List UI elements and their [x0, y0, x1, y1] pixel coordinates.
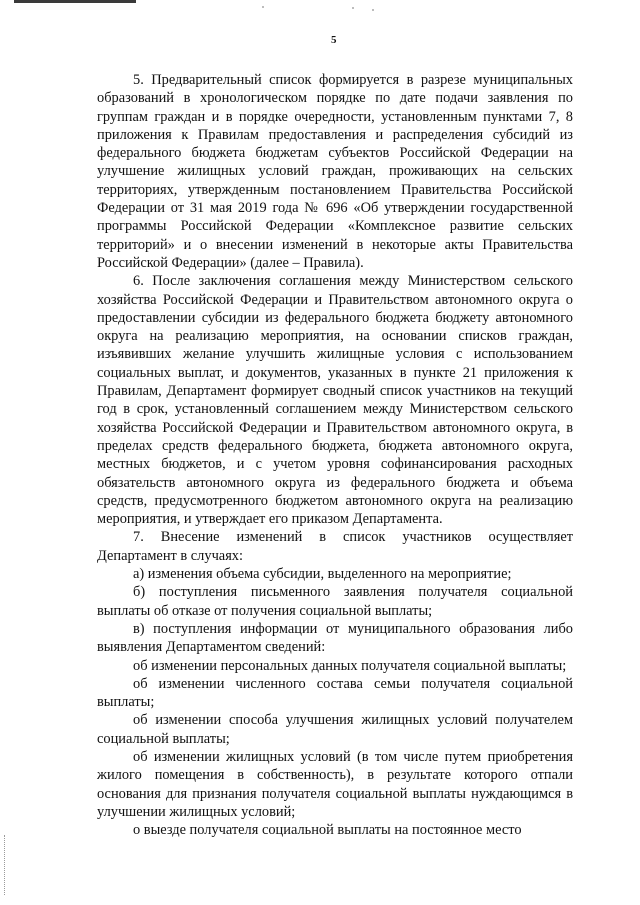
sub-item-family-size: об изменении численного состава семьи получателя социальной выплаты; [97, 675, 573, 711]
paragraph-5: 5. Предварительный список формируется в разрезе муниципальных образований в хронологическом порядке по дате подачи заявления по группам граждан и в порядке очередности, установленным пунктами 7, 8 приложения к Правилам предоставления и распределения субсидий из федерального бюджета бюджетам субъектов Российской Федерации на улучшение жилищных условий граждан, проживающих на сельских территориях, утвержденным постановлением Правительства Российской Федерации от 31 мая 2019 года № 696 «Об утверждении государственной программы Российской Федерации «Комплексное развитие сельских территорий» и о внесении изменений в некоторые акты Правительства Российской Федерации» (далее – Правила). [97, 72, 573, 271]
sub-item-personal-data: об изменении персональных данных получателя социальной выплаты; [133, 657, 567, 674]
list-item-v: в) поступления информации от муниципального образования либо выявления Департаментом сведений: [97, 620, 573, 656]
list-item-a: а) изменения объема субсидии, выделенного на мероприятие; [133, 566, 512, 583]
list-item-b: б) поступления письменного заявления получателя социальной выплаты об отказе от получения социальной выплаты; [97, 584, 573, 619]
page-number: 5 [331, 34, 337, 46]
paragraph-6: 6. После заключения соглашения между Министерством сельского хозяйства Российской Федерации и Правительством автономного округа о предоставлении субсидии из федерального бюджета бюджету автономного округа на реализацию мероприятия, на основании списков граждан, изъявивших желание улучшить жилищные условия с использованием социальных выплат, и документов, указанных в пункте 21 приложения к Правилам, Департамент формирует сводный список участников на текущий год в срок, установленный соглашением между Министерством сельского хозяйства Российской Федерации и Правительством автономного округа, в пределах средств федерального бюджета, бюджета автономного округа, местных бюджетов, и с учетом уровня софинансирования расходных обязательств автономного округа из федерального бюджета и объема средств, предусмотренного бюджетом автономного округа на реализацию мероприятия, и утверждает его приказом Департамента. [97, 273, 573, 528]
scan-artifact [352, 7, 354, 9]
document-body [97, 71, 573, 839]
sub-item-improvement-method: об изменении способа улучшения жилищных условий получателем социальной выплаты; [97, 712, 573, 747]
sub-item-relocation: о выезде получателя социальной выплаты на постоянное место [133, 822, 522, 839]
scan-artifact [262, 6, 264, 8]
margin-scan-marks [4, 835, 8, 895]
scan-artifact [372, 9, 374, 11]
sub-item-housing-conditions: об изменении жилищных условий (в том числе путем приобретения жилого помещения в собственность), в результате которого отпали основания для признания получателя социальной выплаты нуждающимся в улучшении жилищных условий; [97, 748, 573, 820]
paragraph-7: 7. Внесение изменений в список участников осуществляет Департамент в случаях: [97, 529, 573, 564]
top-edge-rule [14, 0, 136, 3]
